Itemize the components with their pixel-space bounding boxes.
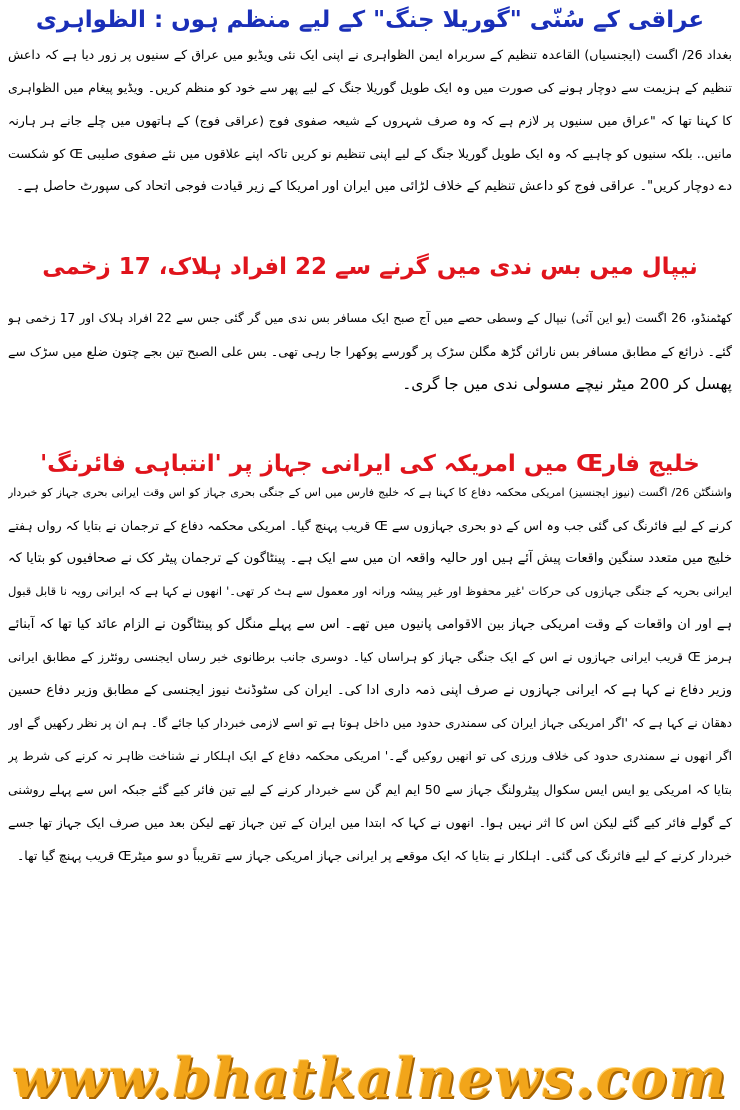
- article-gulf-body: [8, 476, 732, 872]
- article-nepal-body: [8, 302, 732, 401]
- headline-gulf-warning-fire: خلیج فارŒ میں امریکہ کی ایرانی جہاز پر 'انتباہی فائرنگ': [40, 451, 700, 477]
- article-line: ہرمز Œ قریب ایرانی جہازوں نے اس کے ایک جنگی جہاز کو ہراساں کیا۔ دوسری جانب برطانوی خبر رساں ایجنسی روئٹرز کے مطابق ایرانی: [8, 650, 732, 664]
- article-line: کے گولے فائر کیے گئے لیکن اس کا اثر نہیں ہوا۔ انھوں نے کہا کہ ابتدا میں ایران کے تین جہاز تھے لیکن بعد میں صرف ایک جہاز تھا جسے: [8, 815, 732, 830]
- article-line: بغداد 26/ اگست (ایجنسیاں) القاعدہ تنظیم کے سربراہ ایمن الظواہری نے اپنی ایک نئی ویڈیو میں عراق کے سنیوں پر زور دیا ہے کہ داعش: [8, 47, 732, 62]
- article-line: ایرانی بحریہ کے جنگی جہازوں کی حرکات 'غیر محفوظ اور غیر پیشہ ورانہ اور معمول سے ہٹ کر تھی۔' انھوں نے کہا ہے کہ ایرانی رویہ نا قابل قبول: [8, 584, 732, 598]
- article-line: خلیج میں متعدد سنگین واقعات پیش آئے ہیں اور حالیہ واقعہ ان میں سے ایک ہے۔ پینٹاگون کے ترجمان پیٹر کک نے صحافیوں کو بتایا کہ: [8, 551, 732, 566]
- article-line: ہے اور ان واقعات کے وقت امریکی جہاز بین الاقوامی پانیوں میں تھے۔ اس سے پہلے منگل کو پینٹاگون نے الزام عائد کیا تھا کہ آبنائے: [8, 617, 732, 632]
- article-line: خبردار کرنے کے لیے فائرنگ کی گئی۔ اہلکار نے بتایا کہ ایک موقعے پر ایرانی جہاز امریکی جہاز سے تقریباً دو سو میٹرŒ قریب پہنچ گیا تھا۔: [16, 848, 732, 863]
- headline-zawahiri: عراقی کے سُنّی "گوریلا جنگ" کے لیے منظم ہوں : الظواہری: [35, 7, 705, 33]
- article-line: اگر انھوں نے سمندری حدود کی خلاف ورزی کی تو انھیں روکیں گے۔' امریکی محکمہ دفاع کے ایک اہلکار نے شناخت ظاہر نہ کرنے کی شرط پر: [8, 749, 732, 763]
- article-line: گئے۔ ذرائع کے مطابق مسافر بس نارائن گڑھ مگلن سڑک پر گورسے پوکھرا جا رہی تھی۔ بس علی الصبح تین بجے چتون ضلع میں سڑک سے: [8, 344, 732, 359]
- headline-nepal-bus: نیپال میں بس ندی میں گرنے سے 22 افراد ہلاک، 17 زخمی: [42, 254, 698, 280]
- site-url-banner: www.bhatkalnews.com: [11, 1046, 729, 1110]
- article-line: دھقان نے کہا ہے کہ 'اگر امریکی جہاز ایران کی سمندری حدود میں داخل ہوتا ہے تو اسے لازمی خبردار کیا جائے گا۔ ہم ان پر نظر رکھیں گے اور: [8, 716, 732, 730]
- article-line: تنظیم کے ہزیمت سے دوچار ہونے کی صورت میں وہ ایک طویل گوریلا جنگ کے لیے پھر سے خود کو منظم کریں۔ ویڈیو پیغام میں الظواہری: [8, 80, 732, 95]
- article-line: دے دوچار کریں"۔ عراقی فوج کو داعش تنظیم کے خلاف لڑائی میں ایران اور امریکا کے زیر قیادت فوجی اتحاد کی سپورٹ حاصل ہے۔: [16, 179, 732, 194]
- article-line: واشنگٹن 26/ اگست (نیوز ایجنسیز) امریکی محکمہ دفاع کا کہنا ہے کہ خلیج فارس میں اس کے جنگی بحری جہاز کو اس وقت ایرانی بحری جہاز کو خبردار: [8, 486, 732, 499]
- article-line: مانیں.. بلکہ سنیوں کو چاہیے کہ وہ ایک طویل گوریلا جنگ کے لیے اپنی تنظیم نو کریں تاکہ اپنے علاقوں میں نئے صفوی صلیبی Œ کو شکست: [8, 146, 732, 161]
- article-line: وزیر دفاع نے کہا ہے کہ ایرانی جہازوں نے صرف اپنی ذمہ داری ادا کی۔ ایران کی سٹوڈنٹ نیوز ایجنسی کے مطابق وزیر دفاع حسین: [8, 683, 732, 698]
- article-line: کھٹمنڈو، 26 اگست (یو این آئی) نیپال کے وسطی حصے میں آج صبح ایک مسافر بس ندی میں گر گئی جس سے 22 افراد ہلاک اور 17 زخمی ہو: [8, 311, 732, 325]
- article-line: کا کہنا تھا کہ "عراق میں سنیوں پر لازم ہے کہ وہ صرف شہروں کے شیعہ صفوی فوج (عراقی فوج) کے ہاتھوں میں چلے جانے ہر ہارنہ: [8, 113, 732, 128]
- article-line: کرنے کے لیے فائرنگ کی گئی جب وہ اس کے دو بحری جہازوں سے Œ قریب پہنچ گیا۔ امریکی محکمہ دفاع کے ترجمان نے بتایا کہ رواں ہفتے: [8, 518, 732, 533]
- article-line: بتایا کہ امریکی یو ایس ایس سکوال پیٹرولنگ جہاز سے 50 ایم ایم گن سے خبردار کرنے کے لیے تین فائر کیے گئے جبکہ اس سے پہلے روشنی: [8, 782, 732, 797]
- article-line: پھسل کر 200 میٹر نیچے مسولی ندی میں جا گری۔: [402, 375, 732, 393]
- article-zawahiri-body: [8, 38, 732, 203]
